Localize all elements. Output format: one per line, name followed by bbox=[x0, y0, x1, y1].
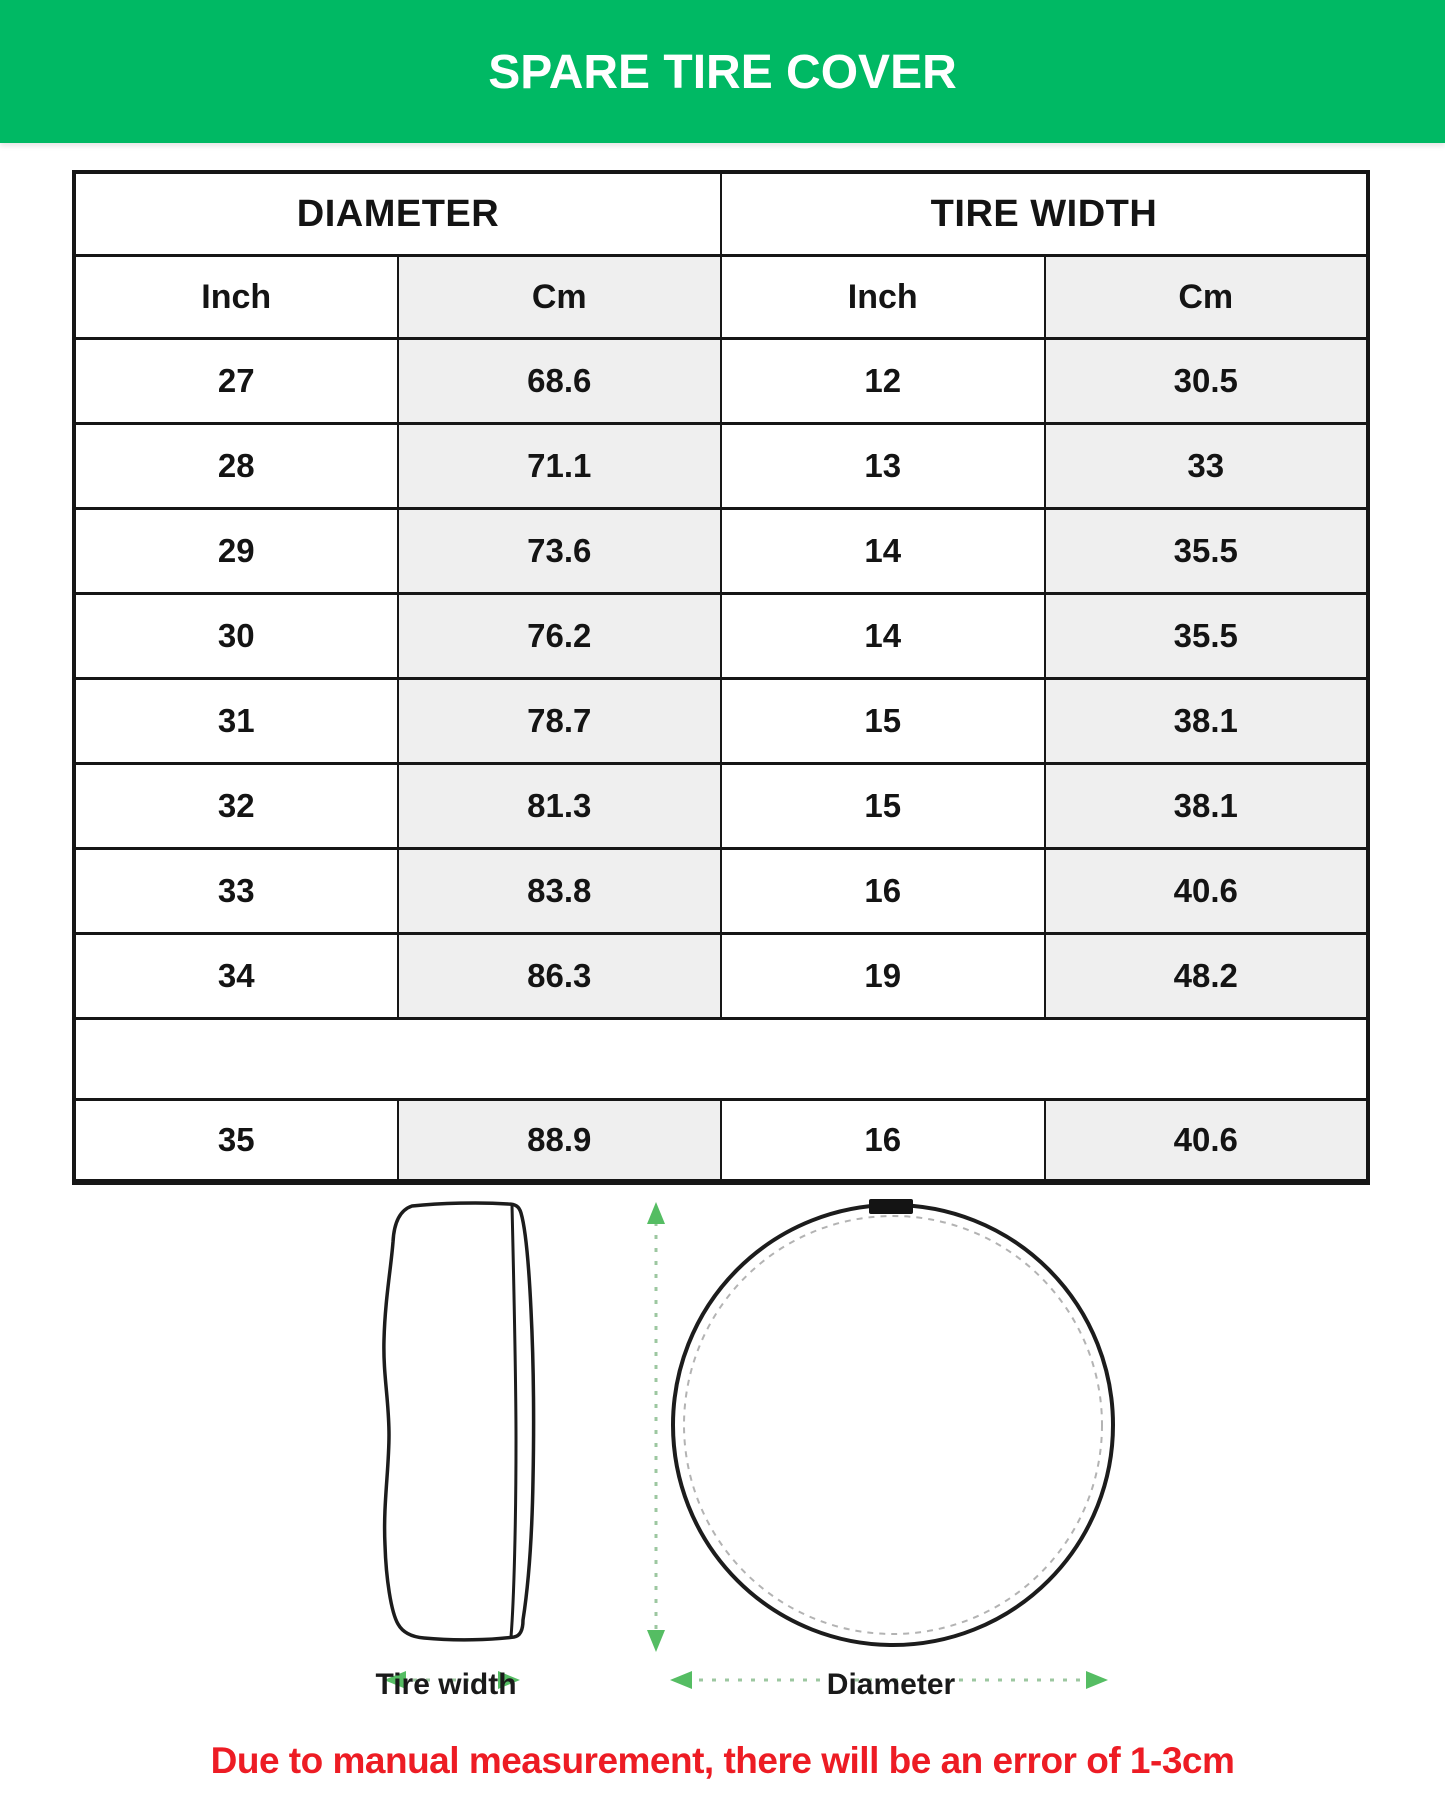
cell-width-inch: 19 bbox=[721, 934, 1045, 1019]
column-group-tire-width: TIRE WIDTH bbox=[721, 172, 1368, 256]
cell-width-inch: 15 bbox=[721, 679, 1045, 764]
cell-diameter-inch: 28 bbox=[74, 424, 398, 509]
cell-diameter-cm: 81.3 bbox=[398, 764, 722, 849]
cell-diameter-cm: 68.6 bbox=[398, 339, 722, 424]
cell-width-cm: 33 bbox=[1045, 424, 1369, 509]
separator-row bbox=[74, 1019, 1368, 1100]
unit-header-width-inch: Inch bbox=[721, 256, 1045, 339]
cell-width-inch: 12 bbox=[721, 339, 1045, 424]
cell-width-inch: 14 bbox=[721, 509, 1045, 594]
hanger-tab bbox=[869, 1199, 913, 1214]
cell-width-inch: 16 bbox=[721, 849, 1045, 934]
diameter-label: Diameter bbox=[826, 1668, 956, 1701]
cell-width-cm: 38.1 bbox=[1045, 679, 1369, 764]
unit-header-width-cm: Cm bbox=[1045, 256, 1369, 339]
table-row bbox=[74, 934, 1368, 1019]
cell-diameter-inch: 29 bbox=[74, 509, 398, 594]
table-row bbox=[74, 679, 1368, 764]
cell-width-inch: 16 bbox=[721, 1100, 1045, 1183]
table-row bbox=[74, 594, 1368, 679]
cell-diameter-cm: 73.6 bbox=[398, 509, 722, 594]
table-row bbox=[74, 424, 1368, 509]
height-arrow bbox=[647, 1202, 665, 1652]
cell-diameter-inch: 34 bbox=[74, 934, 398, 1019]
table-row bbox=[74, 509, 1368, 594]
cell-width-inch: 15 bbox=[721, 764, 1045, 849]
tire-diagram bbox=[0, 1180, 1445, 1720]
cell-width-cm: 40.6 bbox=[1045, 849, 1369, 934]
table-row bbox=[74, 1100, 1368, 1183]
cell-width-cm: 48.2 bbox=[1045, 934, 1369, 1019]
cell-diameter-inch: 27 bbox=[74, 339, 398, 424]
measurement-error-note: Due to manual measurement, there will be an error of 1-3cm bbox=[210, 1740, 1235, 1781]
cell-diameter-inch: 33 bbox=[74, 849, 398, 934]
tire-width-label: Tire width bbox=[375, 1668, 517, 1701]
cell-diameter-cm: 76.2 bbox=[398, 594, 722, 679]
cell-diameter-cm: 86.3 bbox=[398, 934, 722, 1019]
separator-cell bbox=[74, 1019, 1368, 1100]
cell-diameter-cm: 83.8 bbox=[398, 849, 722, 934]
unit-header-diameter-inch: Inch bbox=[74, 256, 398, 339]
cell-width-inch: 14 bbox=[721, 594, 1045, 679]
cell-diameter-inch: 31 bbox=[74, 679, 398, 764]
table-row bbox=[74, 339, 1368, 424]
table-row bbox=[74, 849, 1368, 934]
size-chart-table bbox=[72, 170, 1370, 1185]
cell-width-cm: 30.5 bbox=[1045, 339, 1369, 424]
cell-width-cm: 35.5 bbox=[1045, 594, 1369, 679]
unit-header-row bbox=[74, 256, 1368, 339]
column-group-row bbox=[74, 172, 1368, 256]
cell-width-inch: 13 bbox=[721, 424, 1045, 509]
cell-width-cm: 38.1 bbox=[1045, 764, 1369, 849]
header-banner bbox=[0, 0, 1445, 143]
cell-width-cm: 35.5 bbox=[1045, 509, 1369, 594]
cell-diameter-cm: 78.7 bbox=[398, 679, 722, 764]
page-title: SPARE TIRE COVER bbox=[488, 46, 957, 99]
table-row bbox=[74, 764, 1368, 849]
tire-front-view bbox=[673, 1199, 1113, 1645]
cell-diameter-inch: 32 bbox=[74, 764, 398, 849]
cell-diameter-inch: 30 bbox=[74, 594, 398, 679]
cell-width-cm: 40.6 bbox=[1045, 1100, 1369, 1183]
unit-header-diameter-cm: Cm bbox=[398, 256, 722, 339]
cell-diameter-cm: 71.1 bbox=[398, 424, 722, 509]
tire-side-view bbox=[384, 1203, 534, 1640]
cell-diameter-inch: 35 bbox=[74, 1100, 398, 1183]
column-group-diameter: DIAMETER bbox=[74, 172, 721, 256]
cell-diameter-cm: 88.9 bbox=[398, 1100, 722, 1183]
